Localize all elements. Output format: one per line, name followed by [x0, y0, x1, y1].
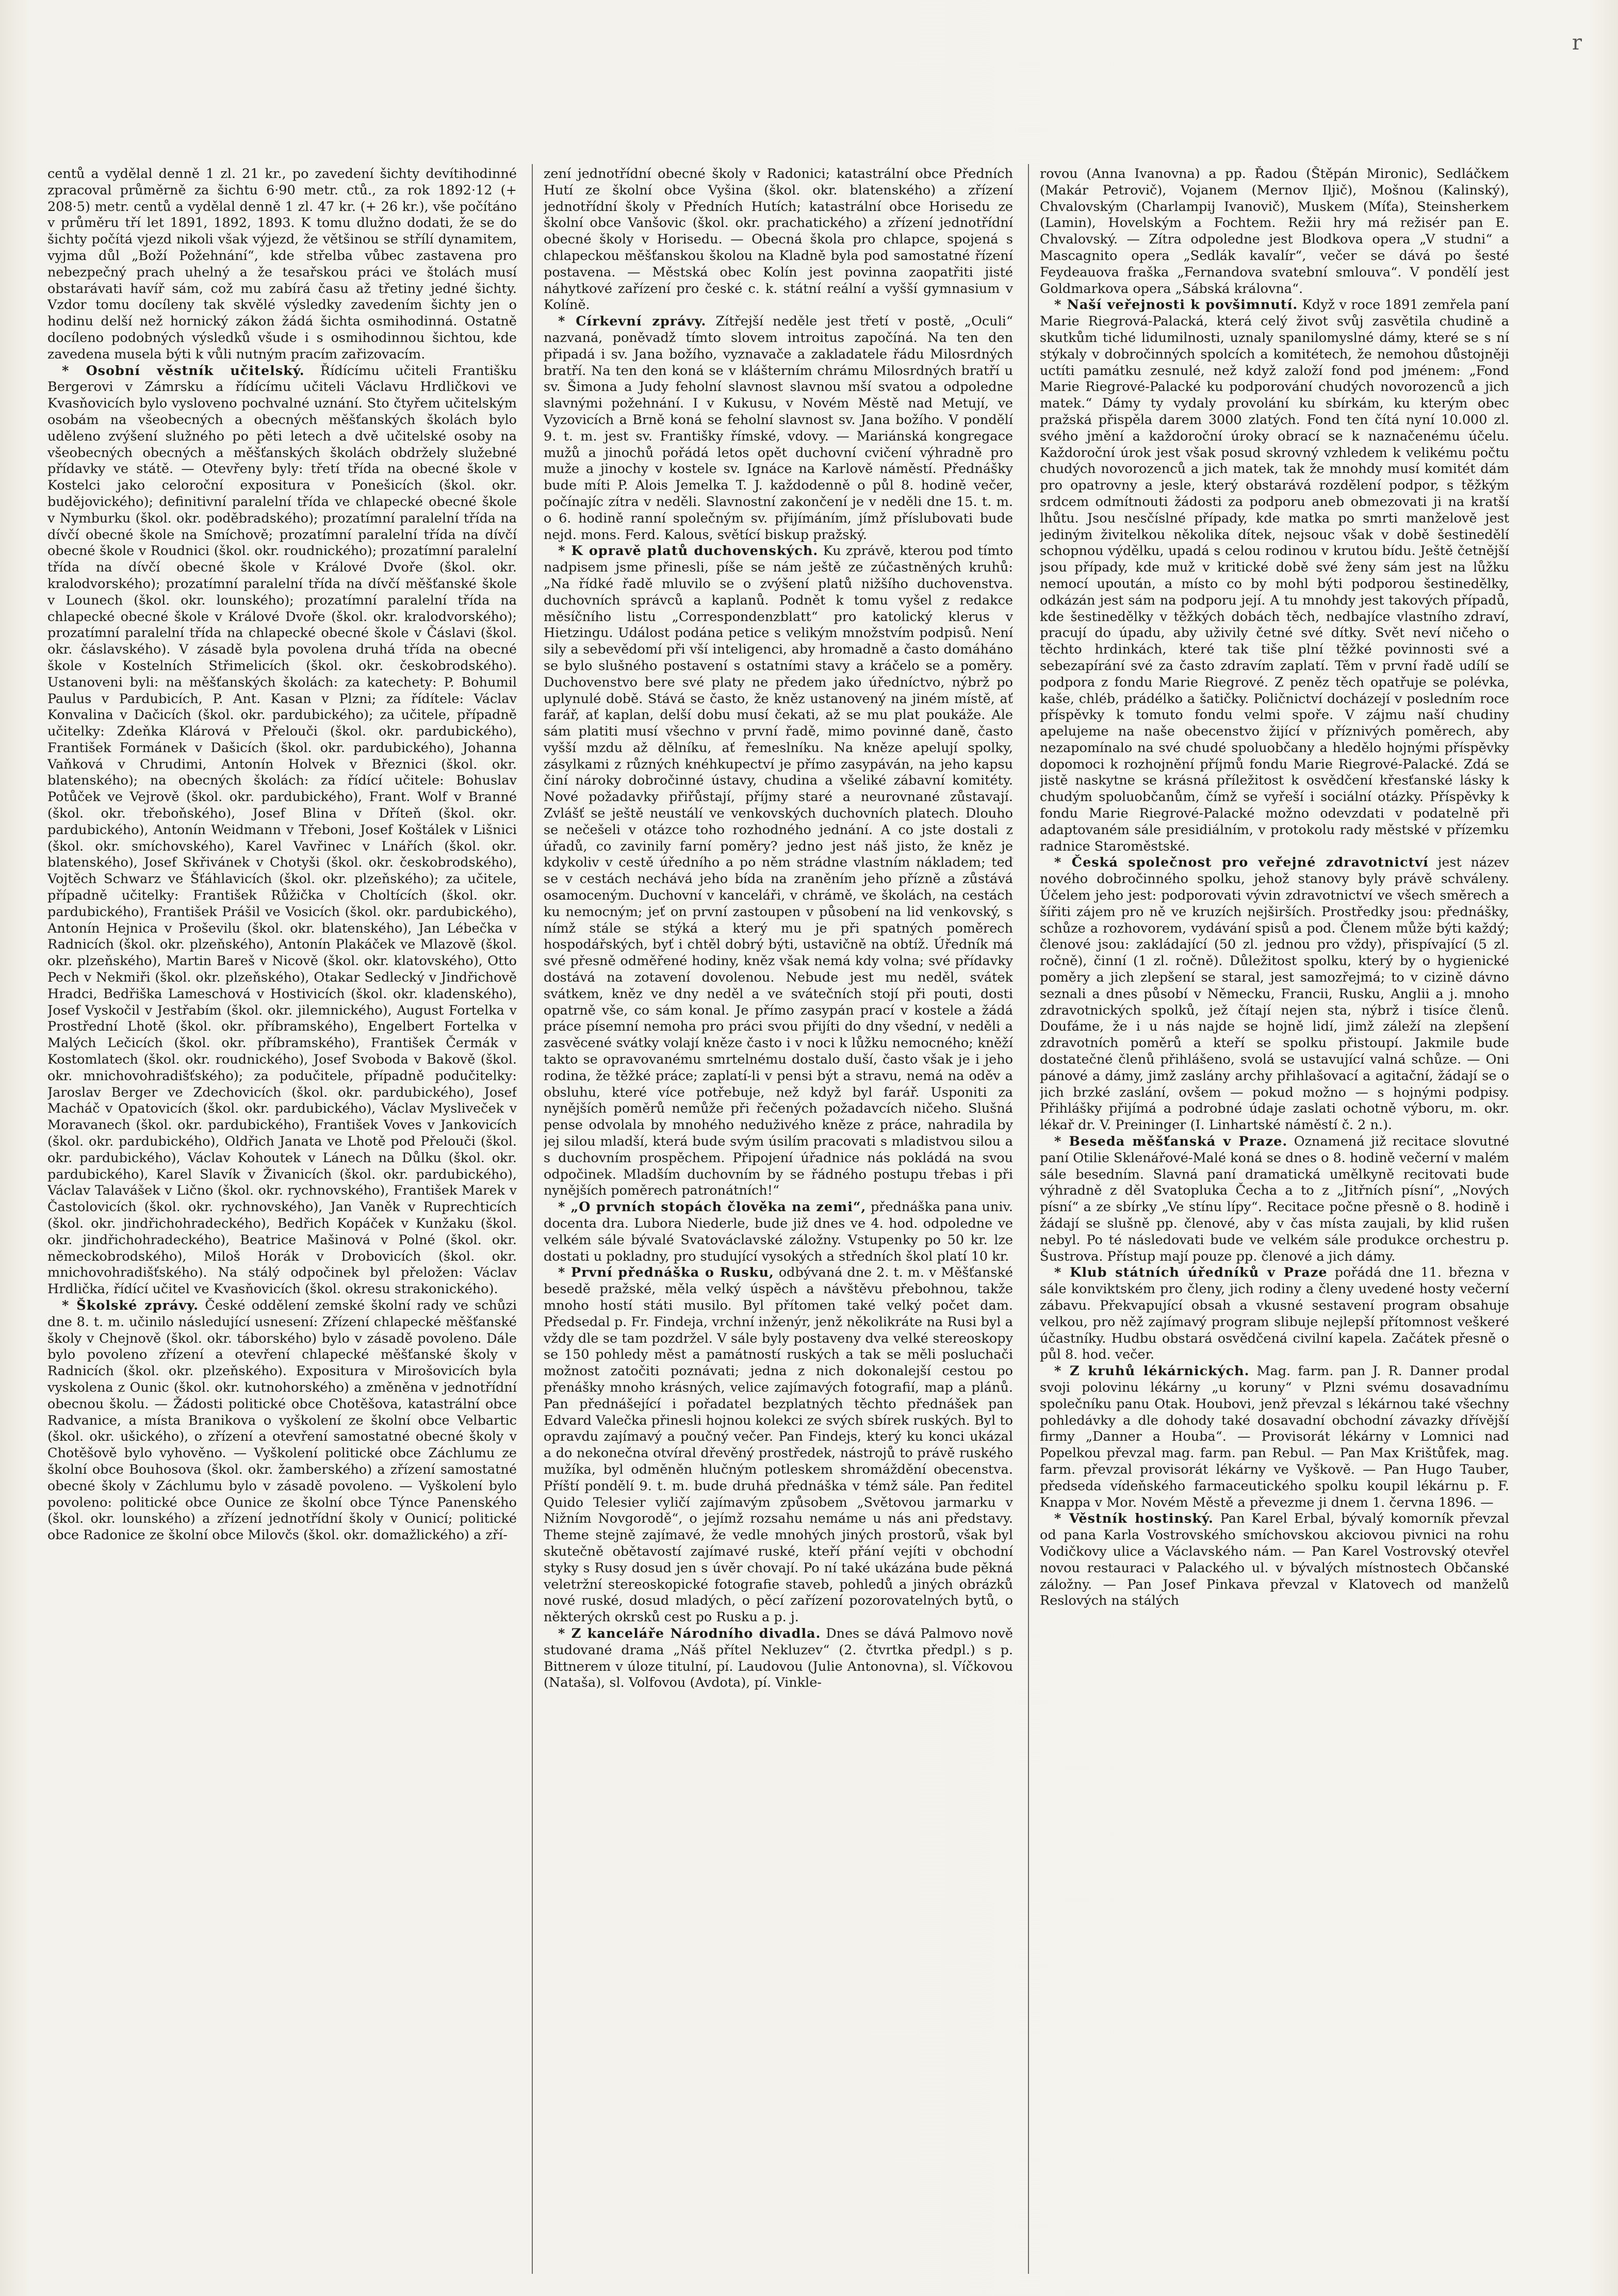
news-item-heading: * Církevní zprávy. — [558, 314, 707, 330]
news-item-heading: * Klub státních úředníků v Praze — [1054, 1265, 1328, 1281]
news-item-body: Oznamená již recitace slovutné paní Otilie Sklenářové-Malé koná se dnes o 8. hodině večerní v malém sále besedním. Slavná paní dramatická umělkyně recitovati bude výhradně z děl Svatopluka Čecha a to z „Jitřních písní“, „Nových písní“ a ze sbírky „Ve stínu lípy“. Recitace počne přesně o 8. hodině i žádají se slušně pp. členové, aby v čas místa zaujali, by klid rušen nebyl. Po té následovati bude ve velkém sále produkce orchestru p. Šustrova. Přístup mají pouze pp. členové a jich dámy. — [1040, 1134, 1509, 1264]
news-item-body: odbývaná dne 2. t. m. v Měšťanské besedě pražské, měla velký úspěch a návštěvu přebohnou, takže mnoho hostí státi musilo. Byl přítomen také velký počet dam. Předsedal p. Fr. Findeja, vrchní inženýr, jenž několikráte na Rusi byl a vždy dle se tam pozdržel. V sále byly postaveny dva velké stereoskopy se 150 pohledy měst a památností ruských a tak se měli posluchači možnost zatočiti poznávati; jedna z nich dokonalejší cestou po přenášky mnoho krásných, velice zajímavých fotografií, map a plánů. Pan přednášející i pořadatel bezplatných těchto přednášek pan Edvard Valečka přinesli hojnou kolekci ze svých sbírek ruských. Byl to opravdu zajímavý a poučný večer. Pan Findejs, který ku konci ukázal a do nekonečna otvíral dřevěný prostředek, nástrojů to právě ruského mužíka, byl odměněn hlučným potleskem shromáždění obecenstva. Příští pondělí 9. t. m. bude druhá přednáška v témž sále. Pan ředitel Quido Telesier vyličí zajímavým způsobem „Světovou jarmarku v Nižním Novgorodě“, o jejímž rozsahu nemáme u nás ani představy. Theme stejně zajímavé, že vedle mnohých jiných prostorů, však byl skutečně obětavostí zajímavé ruské, kteří přání vejíti v obchodní styky s Rusy dosud jen s úvěr chovají. Po ní také ukázána bude pěkná veletržní stereoskopické fotografie staveb, pohledů a jiných obrázků nové ruské, dosud mladých, o pěcí zařízení pozorovatelných bytů, o některých okrsků cest po Rusku a p. j. — [544, 1265, 1013, 1625]
news-item-body: rovou (Anna Ivanovna) a pp. Řadou (Štěpán Mironic), Sedláčkem (Makár Petrovič), Vojanem (Mernov Iljič), Mošnou (Kalinský), Chvalovským (Charlampij Ivanovič), Muskem (Míťa), Steinsherkem (Lamin), Hovelským a Fochtem. Režii hry má režisér pan E. Chvalovský. — Zítra odpoledne jest Blodkova opera „V studni“ a Mascagnito opera „Sedlák kavalír“, večer se dává po šesté Feydeauova fraška „Fernandova svatební smlouva“. V pondělí jest Goldmarkova opera „Sábská královna“. — [1040, 166, 1509, 297]
article-text — [47, 166, 517, 363]
column-divider — [1028, 164, 1029, 2274]
news-item-heading: * Věstník hostinský. — [1054, 1511, 1214, 1527]
news-item — [544, 1265, 1013, 1626]
news-item — [47, 1298, 517, 1544]
news-item — [544, 1199, 1013, 1265]
news-item-body: Dnes se dává Palmovo nově studované drama „Náš přítel Nekluzev“ (2. čtvrtka předpl.) s p. Bittnerem v úloze titulní, pí. Laudovou (Julie Antonovna), sl. Víčkovou (Nataša), sl. Volfovou (Avdota), pí. Vinkle- — [544, 1625, 1013, 1691]
news-item-body: Zítřejší neděle jest třetí v postě, „Oculi“ nazvaná, poněvadž tímto slovem introitus započíná. Na ten den připadá i sv. Jana božího, vyznavače a zakladatele řádu Milosrdných bratří. Na ten den koná se v klášterním chrámu Milosrdných bratří u sv. Šimona a Judy feholní slavnost slavnou mší svatou a odpoledne slavnými požehnání. I v Kukusu, v Novém Městě nad Metují, ve Vyzovicích a Brně koná se feholní slavnost sv. Jana božího. V pondělí 9. t. m. jest sv. Františky římské, vdovy. — Mariánská kongregace mužů a jinochů pořádá letos opět duchovní cvičení výhradně pro muže a jinochy v kostele sv. Ignáce na Karlově náměstí. Přednášky bude míti P. Alois Jemelka T. J. každodenně o půl 8. hodině večer, počínajíc zítra v neděli. Slavnostní zakončení je v neděli dne 15. t. m. o 6. hodině ranní společným sv. přijímáním, jímž příslubovati bude nejd. mons. Ferd. Kalous, světící biskup pražský. — [544, 314, 1013, 543]
news-item-heading: * „O prvních stopách člověka na zemi“, — [558, 1199, 867, 1215]
article-text — [1040, 166, 1509, 297]
news-item — [544, 543, 1013, 1199]
news-item — [1040, 855, 1509, 1134]
news-item — [47, 363, 517, 1298]
news-item-heading: * Z kanceláře Národního divadla. — [558, 1625, 821, 1641]
news-item-body: jest název nového dobročinného spolku, jehož stanovy byly právě schváleny. Účelem jeho jest: podporovati vývin zdravotnictví ve všech směrech a šířiti zájem pro ně ve kruzích nejširších. Prostředky jsou: přednášky, schůze a rozhovorem, vydávání spisů a pod. Členem může býti každý; členové jsou: zakládající (50 zl. jednou pro vždy), přispívající (5 zl. ročně), činní (1 zl. ročně). Důležitost spolku, který by o hygienické poměry a jich zlepšení se staral, jest samozřejmá; to v cizině dávno seznali a dnes působí v Německu, Francii, Rusku, Anglii a j. mnoho zdravotnických spolků, jež čítají nejen sta, nýbrž i tisíce členů. Doufáme, že i u nás najde se hojně lidí, jimž záleží na zlepšení zdravotních poměrů a kteří se spolku přistoupí. Jakmile bude dostatečné členů přihlášeno, svolá se ustavující valná schůze. — Oni pánové a dámy, jimž zaslány archy přihlašovací a agitační, žádají se o jich brzké zaslání, ovšem — pokud možno — s hojnými podpisy. Přihlášky přijímá a podrobné údaje zaslati ochotně výboru, m. okr. lékař dr. V. Preininger (I. Linhartské náměstí č. 2 n.). — [1040, 855, 1509, 1133]
news-item-body: Mag. farm. pan J. R. Danner prodal svoji polovinu lékárny „u koruny“ v Plzni svému dosavadnímu společníku panu Otak. Houbovi, jenž převzal s lékárnou také všechny pohledávky a dle dohody také dosavadní obchodní závazky dřívější firmy „Danner a Houba“. — Provisorát lékárny v Lomnici nad Popelkou převzal mag. farm. pan Rebul. — Pan Max Krištůfek, mag. farm. převzal provisorát lékárny ve Vyškově. — Pan Hugo Tauber, předseda vídeňského farmaceutického spolku koupil lékárnu p. F. Knappa v Mor. Novém Městě a převezme ji dnem 1. června 1896. — — [1040, 1363, 1509, 1510]
news-item-heading: * Beseda měšťanská v Praze. — [1054, 1134, 1288, 1150]
news-item-heading: * Školské zprávy. — [62, 1297, 199, 1313]
news-item — [1040, 1134, 1509, 1265]
news-item-heading: * Osobní věstník učitelský. — [62, 363, 305, 379]
news-item-body: České oddělení zemské školní rady ve schůzi dne 8. t. m. učinilo následující usnesení: Zřízení chlapecké měšťanské školy v Chejnově (škol. okr. táborského) bylo v zásadě povoleno. Dále bylo povoleno zřízení a otevření chlapecké měšťanské školy v Radnicích (škol. okr. plzeňského). Expositura v Mirošovicích byla vyskolena z Ounic (škol. okr. kutnohorského) a změněna v jednotřídní obecnou školu. — Žádosti politické obce Chotěšova, katastrální obce Radvanice, a místa Branikova o vyškolení ze školní obce Velbartic (škol. okr. ušického), o zřízení a otevření samostatné obecné školy v Chotěšově bylo vyhověno. — Vyškolení politické obce Záchlumu ze školní obce Bouhosova (škol. okr. žamberského) a zřízení samostatné obecné školy v Záchlumu bylo v zásadě povoleno. — Vyškolení bylo povoleno: politické obce Ounice ze školní obce Týnce Panenského (škol. okr. lounského) a zřízení jednotřídní školy v Ounicí; politické obce Radonice ze školní obce Milovčs (škol. okr. domažlického) a zří- — [47, 1297, 517, 1543]
news-item — [544, 1626, 1013, 1691]
news-item-heading: * K opravě platů duchovenských. — [558, 543, 819, 559]
column-1 — [47, 166, 517, 2271]
news-item-body: Ku zprávě, kterou pod tímto nadpisem jsme přinesli, píše se nám ještě ze zúčastněných kruhů: „Na řídké řadě mluvilo se o zvýšení platů nižšího duchovenstva. duchovních správců a kaplanů. Podnět k tomu vyšel z redakce měsíčního listu „Correspondenzblatt“ pro katolický klerus v Hietzingu. Událost podána petice s velikým množstvím podpisů. Není sily a sebevědomí při vší inteligenci, aby hromadně a často domáháno se bylo slušného postavení s ostatními stavy a kráčelo se a poměry. Duchovenstvo bere své platy ne předem jako úředníctvo, nýbrž po uplynulé době. Stává se často, že kněz ustanovený na jiném místě, ať farář, ať kaplan, delší dobu musí čekati, až se mu plat poukáže. Ale sám platiti musí všechno v první řadě, mimo povinné daně, často vyšší mzdu až dělníku, ať řemeslníku. Na kněze apelují spolky, zásylkami z různých knéhkupectví je přímo zasypáván, na jeho kapsu činí nároky dobročinné ústavy, chudina a všeliké zábavní komitéty. Nové požadavky přiřůstají, příjmy staré a neurovnané zůstavají. Zvlášť se ještě neustálí ve venkovských duchovních platech. Dlouho se nečešeli v otázce toho rozhodného jednání. A co jste dostali z úřadů, co zavinily farní poměry? jedno jest náš jisto, že kněz je kdykoliv v cestě úředního a po něm strádne vlastním nákladem; teď se v cestách nechává jeho bída na zraněním jeho přízně a zůstává osamoceným. Duchovní v kanceláři, v chrámě, ve školách, na cestách ku nemocným; jeť on první zastoupen v působení na lid venkovský, s nímž stále se stýká a který mu je při spatných poměrech hospodářských, byť i chtěl dobrý býti, ustavičně na obtíž. Úředník má své přesně odměřené hodiny, kněz však nemá kdy volna; své přídavky dostává na zotavení dovolenou. Nebude jest mu neděl, svátek svátkem, kněz ve dny neděl a ve svátečních stojí při pouti, dosti opatrně vše, co sám konal. Je přímo zasypán prací v kostele a žádá práce písemní nemoha pro práci svou přijíti do dny všední, v neděli a zasvěcené svátky volají kněze často i v noci k lůžku nemocného; kněží takto se opravovanému smrtelnému dostalo duší, často však je i jeho rodina, že těžké práce; zaplatí-li v pensi být a stravu, nemá na oděv a obsluhu, které více potřebuje, než když byl farář. Usponiti za nynějších poměrů nemůže při řečených požadavcích ničeho. Slušná pense odvolala by mnohého neduživého kněze z práce, nahradila by jej silou mladší, která bude svým úsilím pracovati s mladistvou silou a s duchovním prospěchem. Připojení úřadnice nás pokládá na svou odpočinek. Mladším duchovním by se řádného postupu třebas i při nynějších poměrech patronátních!“ — [544, 543, 1013, 1199]
news-item-heading: * Česká společnost pro veřejné zdravotnictví — [1054, 855, 1429, 871]
news-item — [1040, 1363, 1509, 1511]
news-item-body: zení jednotřídní obecné školy v Radonici; katastrální obce Předních Hutí ze školní obce Vyšina (škol. okr. blatenského) a zřízení jednotřídní školy v Předních Hutích; katastrální obce Horisedu ze školní obce Vanšovic (škol. okr. prachatického) a zřízení jednotřídní obecné školy v Horisedu. — Obecná škola pro chlapce, spojená s chlapeckou měšťanskou školou na Kladně byla pod samostatné řízení postavena. — Městská obec Kolín jest povinna zaopatřiti jisté náhytkové zařízení pro české c. k. státní reální a vyšší gymnasium v Kolíně. — [544, 166, 1013, 313]
column-2 — [544, 166, 1013, 2271]
column-divider — [532, 164, 533, 2274]
news-item-body: Řídícímu učiteli Františku Bergerovi v Zámrsku a řídícímu učiteli Václavu Hrdličkovi ve Kvasňovicích bylo vysloveno pochvalné uznání. Sto čtyřem učitelským osobám na všeobecných a obecných měšťanských školách bylo uděleno zvýšení služného po pěti letech a dvě učitelské osoby na všeobecných obecných a měšťanských školách obdržely služebné přídavky ve státě. — Otevřeny byly: třetí třída na obecné škole v Kostelci jako celoroční expositura v Ponešicích (škol. okr. budějovického); definitivní paralelní třída ve chlapecké obecné škole v Nymburku (škol. okr. poděbradského); prozatímní paralelní třída na dívčí obecné škole na Smíchově; prozatímní paralelní třída na dívčí obecné škole v Roudnici (škol. okr. roudnického); prozatímní paralelní třída na dívčí obecné škole v Králové Dvoře (škol. okr. kralodvorského); prozatímní paralelní třída na dívčí měšťanské škole v Lounech (škol. okr. lounského); prozatímní paralelní třída na chlapecké obecné škole v Králové Dvoře (škol. okr. kralodvorského); prozatímní paralelní třída na chlapecké obecné škole v Čáslavi (škol. okr. čáslavského). V zásadě byla povolena druhá třída na obecné škole v Kostelních Střimelicích (škol. okr. českobrodského). Ustanoveni byli: na měšťanských školách: za katechety: P. Bohumil Paulus v Pardubicích, P. Ant. Kasan v Plzni; za řídítele: Václav Konvalina v Dačicích (škol. okr. pardubického); za učitele, případně učitelky: Zdeňka Klárová v Přelouči (škol. okr. pardubického), František Formánek v Dašicích (škol. okr. pardubického), Johanna Vaňková v Chrudimi, Antonín Holvek v Březnici (škol. okr. blatenského); na obecných školách: za řídící učitele: Bohuslav Potůček ve Vejrově (škol. okr. pardubického), Frant. Wolf v Branné (škol. okr. třeboňského), Josef Blina v Dříteň (škol. okr. pardubického), Antonín Weidmann v Třeboni, Josef Koštálek v Lišnici (škol. okr. smíchovského), Karel Vavřinec v Lnářích (škol. okr. blatenského), Josef Skřivánek v Chotyši (škol. okr. českobrodského), Vojtěch Schwarz ve Šťáhlavicích (škol. okr. plzeňského); za učitele, případně učitelky: František Růžička v Choltících (škol. okr. pardubického), František Prášil ve Vosicích (škol. okr. pardubického), Antonín Hejnica v Proševilu (škol. okr. blatenského), Jan Lébečka v Radnicích (škol. okr. plzeňského), Antonín Plakáček ve Mlazově (škol. okr. plzeňského), Martin Bareš v Nicově (škol. okr. klatovského), Otto Pech v Nekmiři (škol. okr. plzeňského), Otakar Sedlecký v Jindřichově Hradci, Bedřiška Lameschová v Hostivicích (škol. okr. kladenského), Josef Vyskočil v Jestřabím (škol. okr. jilemnického), August Fortelka v Prostřední Lhotě (škol. okr. příbramského), Engelbert Fortelka v Malých Lečicích (škol. okr. příbramského), František Čermák v Kostomlatech (škol. okr. roudnického), Josef Svoboda v Bakově (škol. okr. mnichovohradišťského); za podučitele, případně podučitelky: Jaroslav Berger ve Zdechovicích (škol. okr. pardubického), Josef Macháč v Opatovicích (škol. okr. pardubického), Václav Mysliveček v Moravanech (škol. okr. pardubického), František Voves v Jankovicích (škol. okr. pardubického), Oldřich Janata ve Lhotě pod Přelouči (škol. okr. pardubického), Václav Kohoutek v Lánech na Důlku (škol. okr. pardubického), Karel Slavík v Živanicích (škol. okr. pardubického), Václav Talavášek v Lično (škol. okr. rychnovského), František Marek v Častolovicích (škol. okr. rychnovského), Jan Vaněk v Ruprechticích (škol. okr. jindřichohradeckého), Bedřich Kopáček v Kunžaku (škol. okr. jindřichohradeckého), Beatrice Mašinová v Polné (škol. okr. německobrodského), Miloš Horák v Drobovicích (škol. okr. mnichovohradišťského). Na stálý odpočinek byl přeložen: Václav Hrdlička, řídící učitel ve Kvasňovicích (škol. okresu strakonického). — [47, 363, 517, 1297]
article-text — [544, 166, 1013, 314]
news-item-body: pořádá dne 11. března v sále konviktském pro členy, jich rodiny a členy uvedené hosty večerní zábavu. Překvapující obsah a vkusné sestavení program obsahuje velkou, pro něž zajímavý program slibuje nejlepší přítomnost veškeré účastníky. Hudbu obstará osvědčená civilní kapela. Začátek přesně o půl 8. hod. večer. — [1040, 1265, 1509, 1363]
news-item-heading: * První přednáška o Rusku, — [558, 1265, 774, 1281]
page-number: r — [1572, 31, 1582, 55]
news-item-body: centů a vydělal denně 1 zl. 21 kr., po zavedení šichty devítihodinné zpracoval průměrně za šichtu 6·90 metr. ctů., za rok 1892·12 (+ 208·5) metr. centů a vydělal denně 1 zl. 47 kr. (+ 26 kr.), vše počítáno v průměru tří let 1891, 1892, 1893. K tomu dlužno dodati, že se do šichty počítá vjezd nikoli však výjezd, že většinou se střílí dynamitem, vyjma důl „Boží Požehnání“, kde střelba vůbec zastavena pro nebezpečný prach uhelný a že tesařskou práci ve štolách musí obstarávati havíř sám, což mu zabírá času až třetiny jedné šichty. Vzdor tomu docíleny tak skvělé výsledky zavedením šichty jen o hodinu delší než hornický zákon žádá šichta osmihodinná. Ostatně docíleno podobných výsledků všude i s osmihodinnou šichtou, kde zavedena musela býti k vůli nutným pracím zařizovacím. — [47, 166, 517, 362]
news-item — [544, 314, 1013, 543]
news-item-heading: * Z kruhů lékárnických. — [1054, 1363, 1250, 1379]
news-item-body: Když v roce 1891 zemřela paní Marie Riegrová-Palacká, která celý život svůj zasvětila chudině a skutkům tiché lidumilnosti, uznaly spanilomyslné dámy, které se s ní stýkaly v dobročinných spolcích a komitétech, že nemohou důstojněji uctíti památku zesnulé, než když založí fond pod jménem: „Fond Marie Riegrové-Palacké ku podporování chudých novorozenců a jich matek.“ Dámy ty vydaly provolání ku sbírkám, ku kterým obec pražská přispěla darem 3000 zlatých. Fond ten čítá nyní 10.000 zl. svého jmění a každoroční úroky obrací se k naznačenému účelu. Každoroční úrok jest však posud skrovný vzhledem k velikému počtu chudých novorozenců a jich matek, tak že mnohdy musí komitét dám pro opatrovny a jesle, který obstarává rozdělení podpor, s těžkým srdcem odmítnouti žádosti za podporu aneb obmezovati ji na kratší lhůtu. Jsou nesčíslné případy, kde matka po smrti manželově jest jediným živitelkou několika dítek, nejsouc však v době šestinedělí schopnou výdělku, upadá s celou rodinou v krutou bídu. Ještě četnější jsou případy, kde muž v kritické době své ženy sám jest na lůžku nemocí upoután, a místo co by mohl býti podporou šestinedělky, odkázán jest sám na podporu její. A tu mnohdy jest takových případů, kde šestinedělky v těžkých dobách těch, nedbajíce vlastního zdraví, pracují do úpadu, aby uživily četné své dítky. Svět neví ničeho o těchto hrdinkách, které tak tiše plní těžké povinnosti své a sebezapírání své za často zdravím zaplatí. Těm v první řadě udílí se podpora z fondu Marie Riegrové. Z peněz těch opatřuje se polévka, kaše, chléb, prádélko a šatičky. Poličnictví docházejí v posledním roce příspěvky k tomuto fondu velmi spoře. V zájmu naší chudiny apelujeme na naše obecenstvo žijící v příznivých poměrech, aby nezapomínalo na své chudé spoluobčany a hledělo hojnými příspěvky dopomoci k rozhojnění příjmů fondu Marie Riegrové-Palacké. Zdá se jistě naskytne se krásná příležitost k osvědčení křesťanské lásky k chudým spoluobčanům, čímž se vyřeší i sociální otázky. Příspěvky k fondu Marie Riegrové-Palacké možno odevzdati v podatelně při adaptovaném sále presidiálním, v protokolu rady městské v přízemku radnice Staroměstské. — [1040, 297, 1509, 854]
news-item-body: Pan Karel Erbal, bývalý komorník převzal od pana Karla Vostrovského smíchovskou akciovou pivnici na rohu Vodičkovy ulice a Václavského nám. — Pan Karel Vostrovský otevřel novou restauraci v Palackého ul. v bývalých místnostech Občanské záložny. — Pan Josef Pinkava převzal v Klatovech od manželů Reslových na stálých — [1040, 1511, 1509, 1609]
column-3 — [1040, 166, 1509, 2271]
news-item — [1040, 297, 1509, 855]
news-item-heading: * Naší veřejnosti k povšimnutí. — [1054, 297, 1298, 313]
news-item-body: přednáška pana univ. docenta dra. Lubora Niederle, bude již dnes ve 4. hod. odpoledne ve velkém sále bývalé Svatováclavské záložny. Vstupenky po 50 kr. lze dostati u pokladny, pro studující vysokých a středních škol platí 10 kr. — [544, 1199, 1013, 1264]
news-item — [1040, 1511, 1509, 1609]
news-item — [1040, 1265, 1509, 1363]
